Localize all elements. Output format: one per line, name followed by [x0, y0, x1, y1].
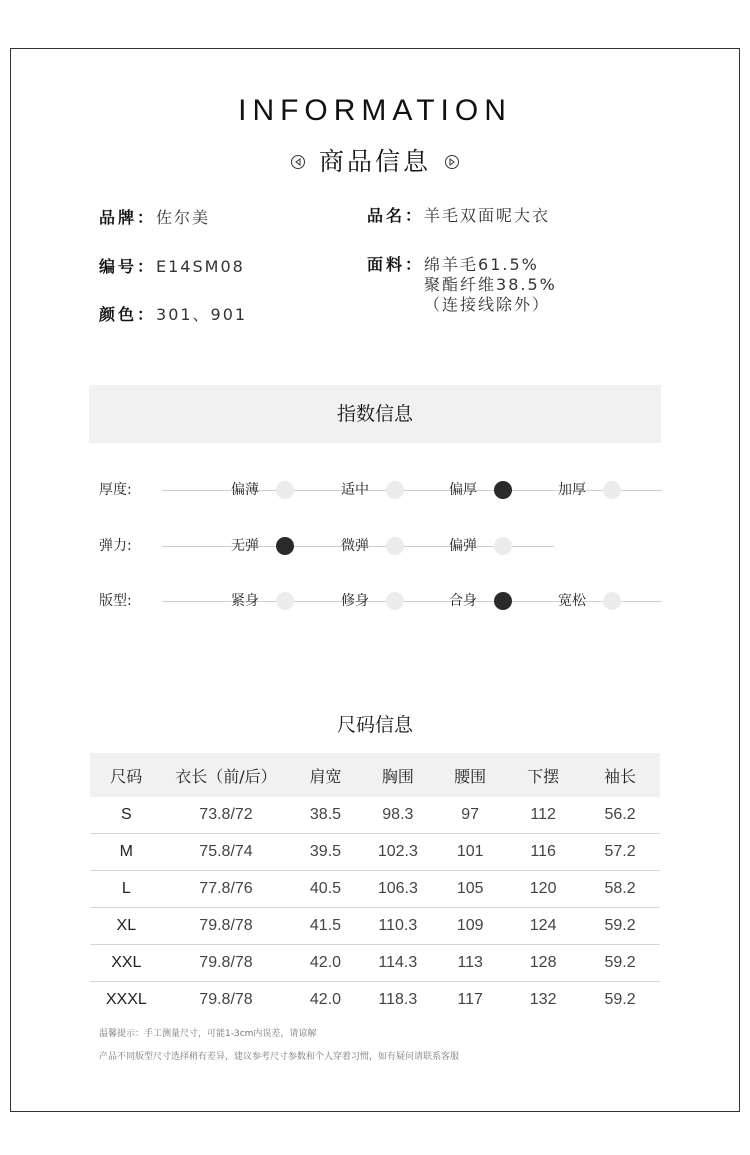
option-dot — [276, 481, 294, 499]
table-cell: 101 — [434, 834, 506, 871]
option-label: 宽松 — [558, 593, 586, 609]
option-label: 加厚 — [558, 482, 586, 498]
table-cell: XL — [90, 908, 163, 945]
table-cell: 41.5 — [289, 908, 361, 945]
table-cell: 40.5 — [289, 871, 361, 908]
color-row — [99, 304, 247, 326]
name-label: 品名： — [367, 206, 425, 225]
table-cell: 128 — [506, 945, 580, 982]
table-cell: 105 — [434, 871, 506, 908]
option-dot — [276, 592, 294, 610]
name-row — [367, 205, 550, 227]
option-label: 偏弹 — [449, 538, 477, 554]
color-value: 301、901 — [156, 305, 248, 324]
brand-label: 品牌： — [99, 208, 157, 227]
table-cell: 113 — [434, 945, 506, 982]
table-cell: S — [90, 797, 163, 834]
table-cell: 120 — [506, 871, 580, 908]
table-cell: 38.5 — [289, 797, 361, 834]
fabric-values — [424, 254, 557, 315]
table-cell: 59.2 — [604, 991, 636, 1008]
table-cell: 42.0 — [309, 991, 342, 1008]
index-row-label: 厚度: — [99, 482, 132, 498]
option-dot — [386, 537, 404, 555]
option-dot-selected — [276, 537, 294, 555]
table-cell: 58.2 — [580, 871, 660, 908]
table-cell: L — [90, 871, 163, 908]
code-label: 编号： — [99, 257, 157, 276]
title-chinese — [0, 142, 750, 178]
option-label: 适中 — [341, 482, 369, 498]
table-row — [90, 871, 660, 908]
table-cell: 109 — [434, 908, 506, 945]
table-cell: 79.8/78 — [163, 945, 290, 982]
fabric-row — [367, 254, 557, 315]
index-row-label: 弹力: — [99, 538, 132, 554]
table-cell: 56.2 — [580, 797, 660, 834]
option-label: 无弹 — [231, 538, 259, 554]
title-english: INFORMATION — [238, 94, 512, 127]
option-label: 微弹 — [341, 538, 369, 554]
option-dot — [603, 481, 621, 499]
brand-value: 佐尔美 — [156, 208, 211, 227]
option-label: 合身 — [449, 593, 477, 609]
table-cell: M — [90, 834, 163, 871]
table-cell: 73.8/72 — [163, 797, 290, 834]
name-value: 羊毛双面呢大衣 — [424, 206, 551, 225]
index-section-title: 指数信息 — [89, 385, 661, 443]
table-cell: 116 — [506, 834, 580, 871]
table-cell: 118.3 — [378, 991, 418, 1008]
circle-arrow-left-icon — [291, 155, 305, 169]
size-choice-note: 产品不同版型尺寸选择稍有差异，建议参考尺寸参数和个人穿着习惯，如有疑问请联系客服 — [99, 1052, 460, 1062]
table-row — [90, 834, 660, 871]
option-dot — [386, 481, 404, 499]
table-row — [90, 908, 660, 945]
size-table — [90, 753, 660, 1018]
table-cell: 77.8/76 — [163, 871, 290, 908]
table-row — [90, 982, 660, 1019]
option-label: 偏厚 — [449, 482, 477, 498]
option-dot — [494, 537, 512, 555]
option-dot-selected — [494, 481, 512, 499]
option-dot — [603, 592, 621, 610]
index-row-fit — [0, 589, 750, 613]
size-section-title: 尺码信息 — [336, 714, 413, 736]
table-cell: 97 — [434, 797, 506, 834]
table-cell: 42.0 — [289, 945, 361, 982]
header-cell: 腰围 — [434, 753, 506, 797]
index-row-elasticity — [0, 534, 750, 558]
option-dot-selected — [494, 592, 512, 610]
brand-row — [99, 207, 210, 229]
table-cell: 106.3 — [362, 871, 435, 908]
header-cell: 衣长（前/后） — [163, 753, 290, 797]
title-chinese-text: 商品信息 — [318, 147, 431, 176]
header-cell: 尺码 — [90, 753, 163, 797]
table-row — [90, 797, 660, 834]
table-cell: XXL — [90, 945, 163, 982]
size-table-header — [90, 753, 660, 797]
table-cell: 39.5 — [289, 834, 361, 871]
table-cell: 112 — [506, 797, 580, 834]
header-cell: 下摆 — [506, 753, 580, 797]
fabric-line: （连接线除外） — [424, 295, 551, 314]
table-cell: 79.8/78 — [163, 908, 290, 945]
option-label: 偏薄 — [231, 482, 259, 498]
index-row-label: 版型: — [99, 593, 132, 609]
table-cell: 132 — [529, 991, 557, 1008]
table-cell: 110.3 — [362, 908, 435, 945]
table-cell: 57.2 — [580, 834, 660, 871]
option-label: 修身 — [341, 593, 369, 609]
table-cell: 79.8/78 — [199, 991, 253, 1008]
header-cell: 袖长 — [580, 753, 660, 797]
table-cell: 117 — [457, 991, 483, 1008]
color-label: 颜色： — [99, 305, 157, 324]
table-cell: 114.3 — [362, 945, 435, 982]
fabric-line: 聚酯纤维38.5% — [424, 275, 557, 294]
table-cell: 102.3 — [362, 834, 435, 871]
table-cell: 75.8/74 — [163, 834, 290, 871]
table-cell: 98.3 — [362, 797, 435, 834]
header-cell: 胸围 — [362, 753, 435, 797]
index-row-thickness — [0, 478, 750, 502]
table-cell: XXXL — [105, 991, 147, 1008]
fabric-line: 绵羊毛61.5% — [424, 255, 539, 274]
table-cell: 59.2 — [580, 945, 660, 982]
fabric-label: 面料： — [367, 255, 425, 274]
table-cell: 59.2 — [580, 908, 660, 945]
code-value: E14SM08 — [156, 257, 245, 276]
header-cell: 肩宽 — [289, 753, 361, 797]
table-row — [90, 945, 660, 982]
option-label: 紧身 — [231, 593, 259, 609]
code-row — [99, 256, 245, 278]
option-dot — [386, 592, 404, 610]
table-cell: 124 — [506, 908, 580, 945]
measurement-note: 温馨提示：手工测量尺寸，可能1-3cm内误差，请谅解 — [99, 1029, 317, 1039]
circle-arrow-right-icon — [445, 155, 459, 169]
